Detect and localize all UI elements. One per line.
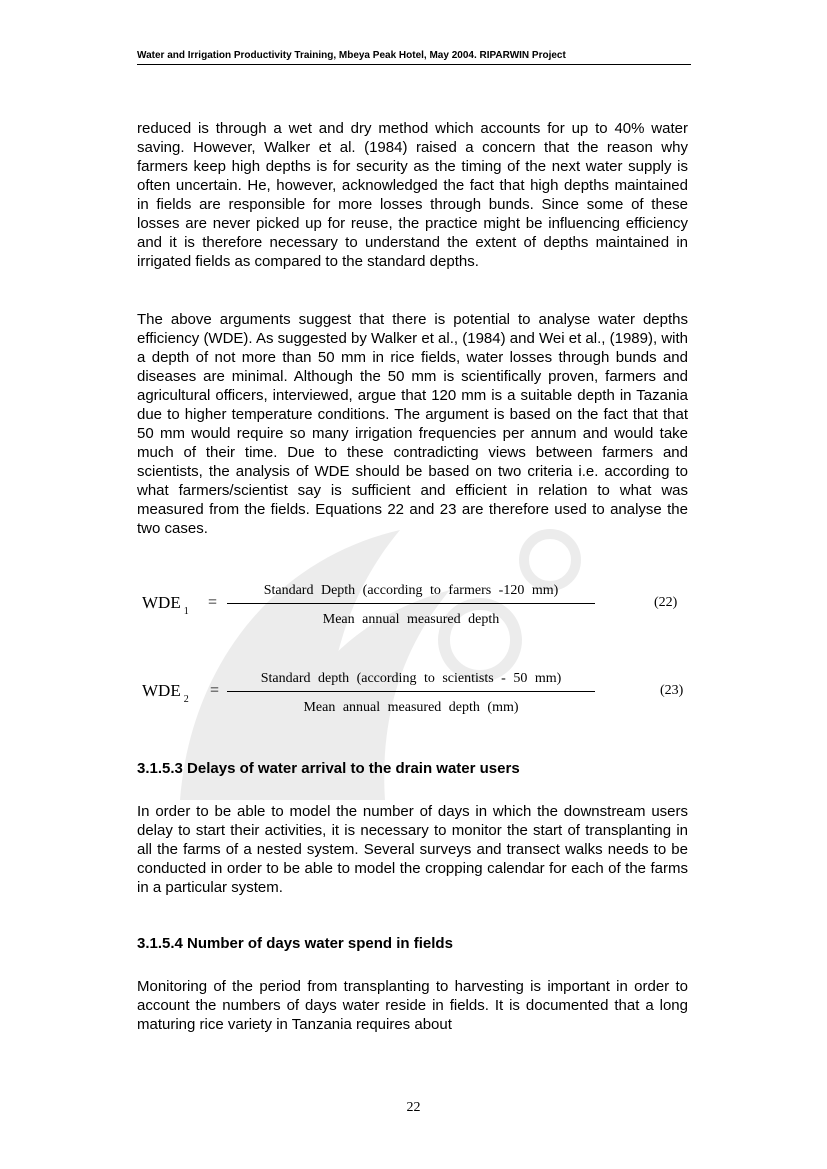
equation-fraction [227,582,595,629]
paragraph-wet-dry-method: reduced is through a wet and dry method which accounts for up to 40% water saving. However, Walker et al. (1984) raised a concern that the reason why farmers keep high depths is for security as the timing of the next water supply is often uncertain. He, however, acknowledged the fact that high depths maintained in fields are responsible for more losses through bunds. Since some of these losses are never picked up for reuse, the practice might be influencing efficiency and it is therefore necessary to understand the extent of depths maintained in irrigated fields as compared to the standard depths. [137,120,688,270]
paragraph-downstream-delays: In order to be able to model the number of days in which the downstream users delay to start their activities, it is necessary to monitor the start of transplanting in all the farms of a nested system. Several surveys and transect walks needs to be conducted in order to be able to model the cropping calendar for each of the farms in a particular system. [137,803,688,896]
paragraph-water-depths-efficiency: The above arguments suggest that there is potential to analyse water depths efficiency (WDE). As suggested by Walker et al., (1984) and Wei et al., (1989), with a depth of not more than 50 mm in rice fields, water losses through bunds and diseases are minimal. Although the 50 mm is scientifically proven, farmers and agricultural officers, interviewed, argue that 120 mm is a suitable depth in Tazania due to higher temperature conditions. The argument is based on the fact that that 50 mm would require so many irrigation frequencies per annum and would take much of their time. Due to these contradicting views between farmers and scientists, the analysis of WDE should be based on two criteria i.e. according to what farmers/scientist say is sufficient and efficient in relation to what was measured from the fields. Equations 22 and 23 are therefore used to analyse the two cases. [137,311,688,537]
section-heading-days-in-fields: 3.1.5.4 Number of days water spend in fields [137,935,453,952]
section-heading-delays: 3.1.5.3 Delays of water arrival to the drain water users [137,760,520,777]
equation-denominator: Mean annual measured depth (mm) [303,700,519,715]
equation-lhs: WDE $_2$ [142,681,189,705]
equation-22 [137,582,697,632]
equals-sign: = [208,594,218,611]
equation-subscript: 1 [183,606,189,617]
equation-numerator: Standard depth (according to scientists - 50 mm) [260,671,562,686]
equation-number: (23) [660,683,684,698]
equation-fraction [227,670,595,717]
running-header: Water and Irrigation Productivity Training, Mbeya Peak Hotel, May 2004. RIPARWIN Project [137,49,691,65]
equation-number: (22) [654,595,678,610]
equation-numerator: Standard Depth (according to farmers -120 mm) [263,583,559,598]
paragraph-transplanting-period: Monitoring of the period from transplanting to harvesting is important in order to account the numbers of days water reside in fields. It is documented that a long maturing rice variety in Tanzania requires about [137,978,688,1033]
equation-subscript: 2 [183,694,189,705]
watermark-logo [150,500,620,830]
page-number: 22 [406,1100,421,1115]
equation-23 [137,670,697,720]
equals-sign: = [210,682,220,699]
equation-denominator: Mean annual measured depth [322,612,500,627]
equation-lhs: WDE $_1$ [142,593,189,617]
